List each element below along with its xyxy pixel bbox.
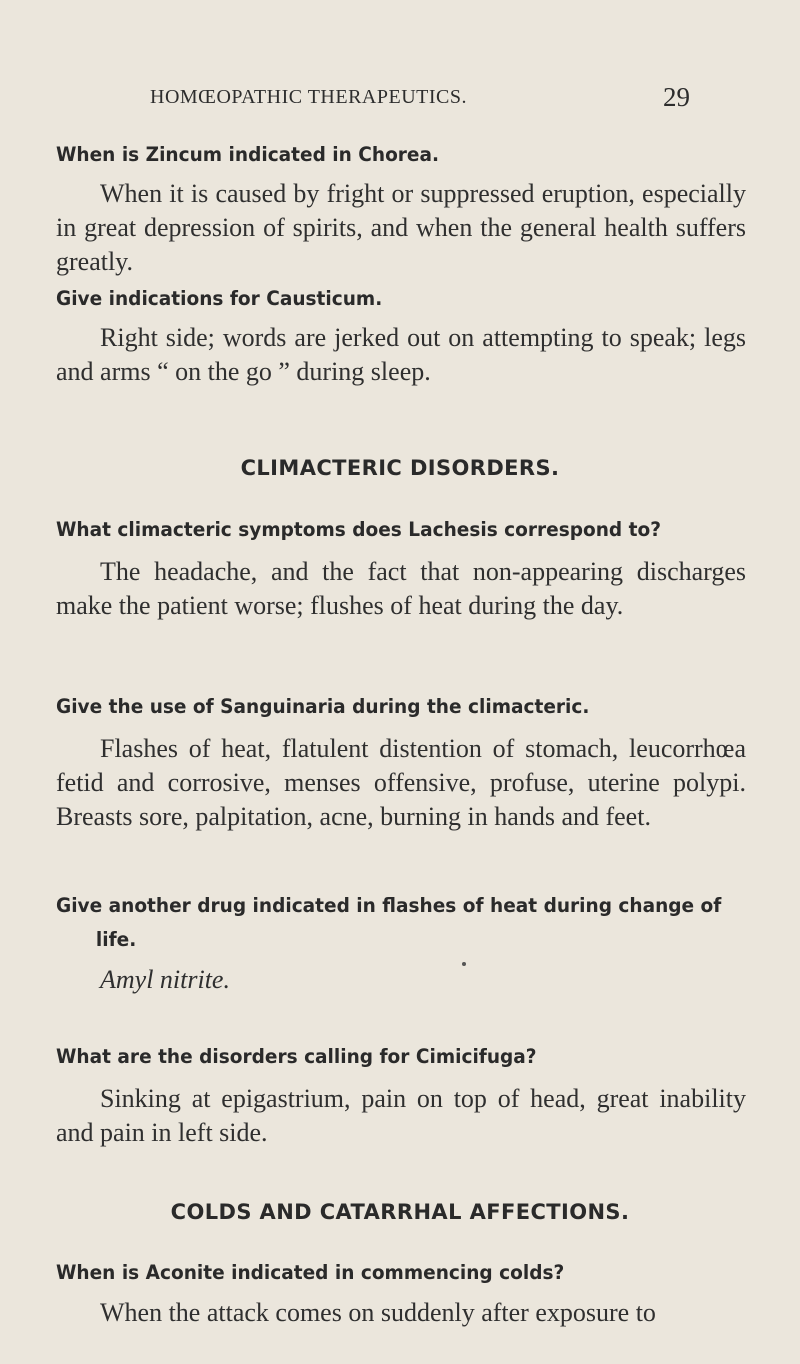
answer-aconite: When the attack comes on suddenly after exposure to xyxy=(100,1298,656,1327)
answer-sanguinaria: Flashes of heat, flatulent distention of stomach, leucorrhœa fetid and corrosive, menses offensive, profuse, uterine polypi. Breasts sore, palpitation, acne, burning in hands and feet. xyxy=(56,734,746,831)
running-head xyxy=(0,82,800,126)
qa-amyl xyxy=(56,889,746,997)
qa-aconite xyxy=(56,1256,746,1330)
section-heading-climacteric: CLIMACTERIC DISORDERS. xyxy=(240,456,560,480)
question-lachesis: What climacteric symptoms does Lachesis correspond to? xyxy=(56,518,661,541)
question-causticum: Give indications for Causticum. xyxy=(56,287,383,310)
answer-causticum: Right side; words are jerked out on attempting to speak; legs and arms “ on the go ” during sleep. xyxy=(56,323,746,386)
qa-zincum xyxy=(56,138,746,279)
answer-lachesis: The headache, and the fact that non-appearing discharges make the patient worse; flushes of heat during the day. xyxy=(56,557,746,620)
question-zincum: When is Zincum indicated in Chorea. xyxy=(56,143,440,166)
answer-zincum: When it is caused by fright or suppressed eruption, especially in great depression of spirits, and when the general health suffers greatly. xyxy=(56,179,746,276)
qa-lachesis xyxy=(56,513,746,623)
question-sanguinaria: Give the use of Sanguinaria during the climacteric. xyxy=(56,695,590,718)
section-heading-colds: COLDS AND CATARRHAL AFFECTIONS. xyxy=(170,1200,630,1224)
question-aconite: When is Aconite indicated in commencing colds? xyxy=(56,1261,565,1284)
qa-sanguinaria xyxy=(56,690,746,834)
page-number: 29 xyxy=(663,82,690,112)
question-amyl: Give another drug indicated in flashes of heat during change of life. xyxy=(56,894,722,951)
running-title: HOMŒOPATHIC THERAPEUTICS. xyxy=(150,86,467,108)
print-speck xyxy=(462,962,466,966)
qa-causticum xyxy=(56,282,746,389)
answer-cimicifuga: Sinking at epigastrium, pain on top of head, great inability and pain in left side. xyxy=(56,1084,746,1147)
question-cimicifuga: What are the disorders calling for Cimicifuga? xyxy=(56,1045,537,1068)
answer-amyl: Amyl nitrite. xyxy=(100,965,230,994)
qa-cimicifuga xyxy=(56,1040,746,1150)
